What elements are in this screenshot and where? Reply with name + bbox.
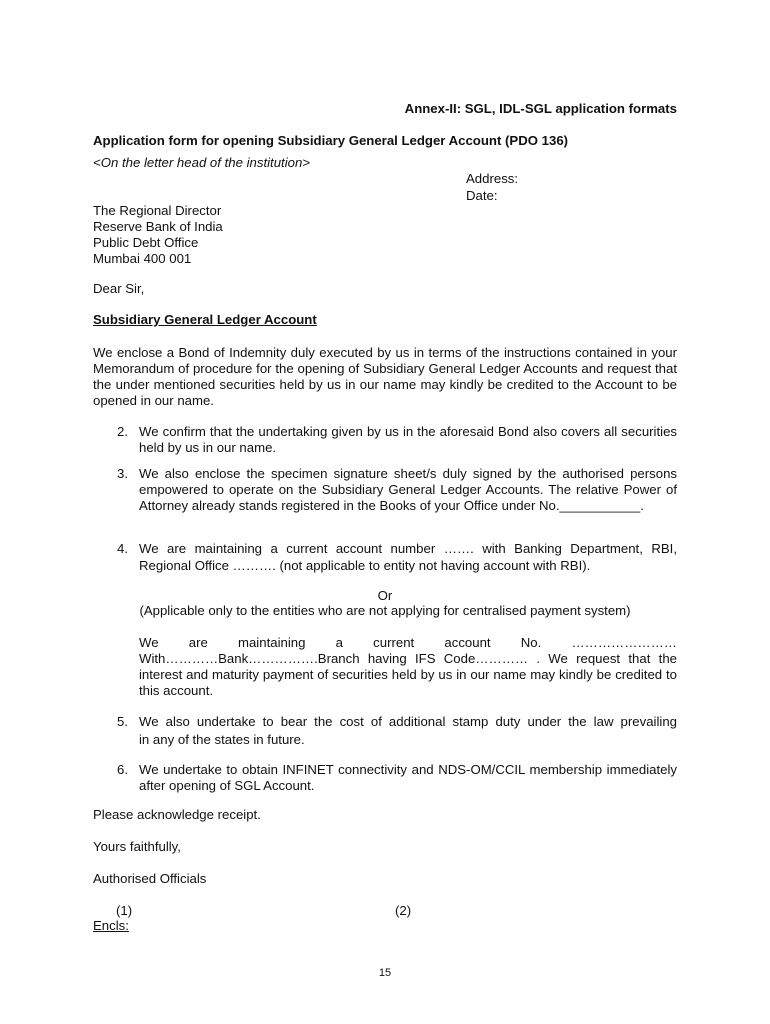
item-text xyxy=(139,714,677,747)
or-separator: Or xyxy=(377,588,393,603)
item-number: 3. xyxy=(117,466,128,481)
subject-heading: Subsidiary General Ledger Account xyxy=(93,312,317,327)
recipient-block xyxy=(93,203,223,267)
applicable-note: (Applicable only to the entities who are not applying for centralised payment system) xyxy=(139,603,631,618)
address-label: Address: xyxy=(466,171,519,186)
item-number: 6. xyxy=(117,762,128,777)
item-text: We also enclose the specimen signature sheet/s duly signed by the authorised persons empowered to operate on the Subsidiary General Ledger Accounts. The relative Power of Attorney already stands registered in the Books of your Office under No.___________. xyxy=(139,466,677,513)
enclosures-label: Encls: xyxy=(93,918,129,933)
closing-text: Yours faithfully, xyxy=(93,839,181,854)
intro-paragraph: We enclose a Bond of Indemnity duly executed by us in terms of the instructions contained in your Memorandum of procedure for the opening of Subsidiary General Ledger Accounts and request that the under mentioned securities held by us in our name may kindly be credited to the Account to be opened in our name. xyxy=(93,345,677,408)
date-label: Date: xyxy=(466,188,498,203)
signatories-label: Authorised Officials xyxy=(93,871,207,886)
form-title: Application form for opening Subsidiary General Ledger Account (PDO 136) xyxy=(93,133,569,148)
salutation: Dear Sir, xyxy=(93,281,145,296)
item-number: 5. xyxy=(117,714,128,729)
item-number: 2. xyxy=(117,424,128,439)
acknowledge-text: Please acknowledge receipt. xyxy=(93,807,261,822)
item-text: We confirm that the undertaking given by us in the aforesaid Bond also covers all securities held by us in our name. xyxy=(139,424,677,455)
alternate-account-paragraph xyxy=(139,635,677,699)
recipient-line: Reserve Bank of India xyxy=(93,219,223,234)
alt-paragraph-line: We are maintaining a current account No. …………………… xyxy=(139,635,677,650)
item-number: 4. xyxy=(117,541,128,556)
signature-slot-1: (1) xyxy=(116,903,133,918)
recipient-line: Mumbai 400 001 xyxy=(93,251,192,266)
letterhead-note: <On the letter head of the institution> xyxy=(93,155,311,170)
recipient-line: The Regional Director xyxy=(93,203,222,218)
annex-title: Annex-II: SGL, IDL-SGL application formats xyxy=(404,101,677,116)
alt-paragraph-rest: With…………Bank…………….Branch having IFS Code………… . We request that the interest and maturity payment of securities held by us in our name may kindly be credited to this account. xyxy=(139,651,677,698)
page-number: 15 xyxy=(378,967,392,979)
signature-slot-2: (2) xyxy=(395,903,412,918)
recipient-line: Public Debt Office xyxy=(93,235,199,250)
item-text-line: in any of the states in future. xyxy=(139,732,305,747)
item-text-line: We are maintaining a current account number ……. with Banking Department, RBI, xyxy=(139,541,677,556)
item-text xyxy=(139,541,677,573)
item-text-line: We also undertake to bear the cost of additional stamp duty under the law prevailing xyxy=(139,714,677,729)
item-text: We undertake to obtain INFINET connectivity and NDS-OM/CCIL membership immediately after opening of SGL Account. xyxy=(139,762,677,793)
item-text-line: Regional Office ………. (not applicable to entity not having account with RBI). xyxy=(139,558,591,573)
